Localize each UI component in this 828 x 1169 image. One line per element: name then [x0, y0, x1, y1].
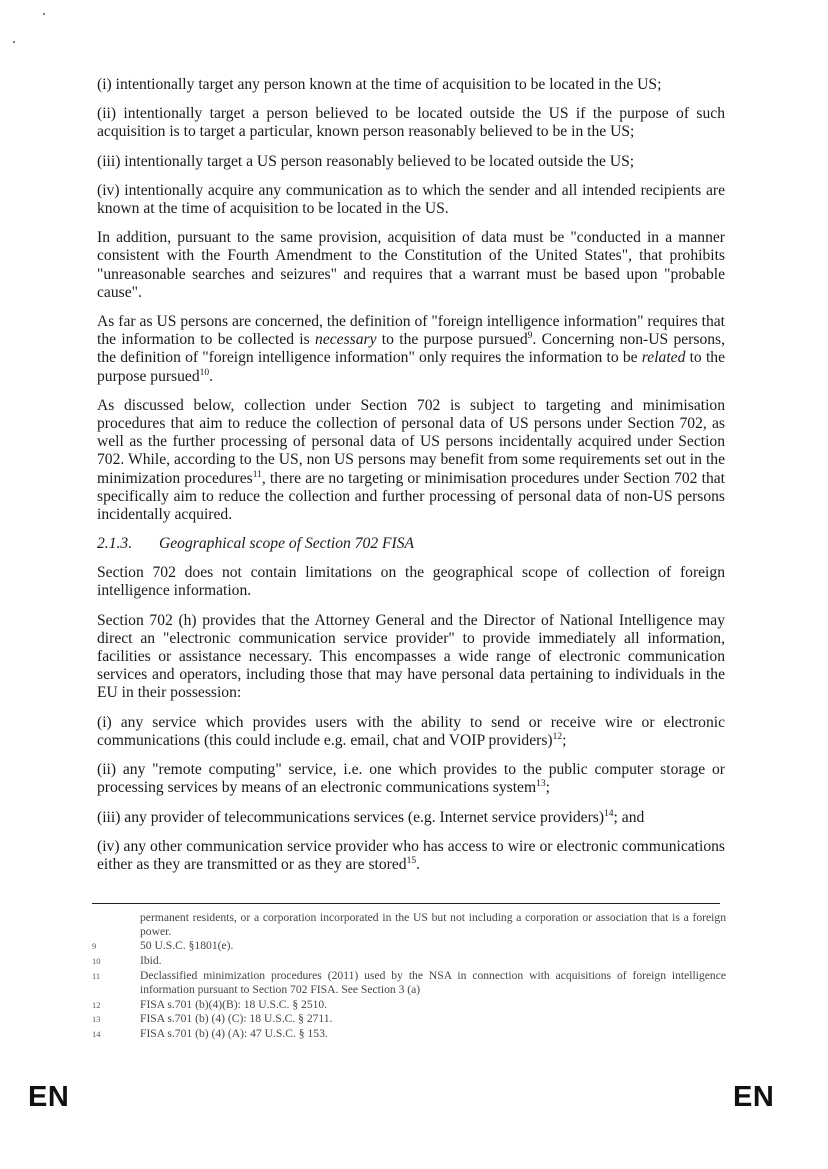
text-run: (iv) any other communication service provider who has access to wire or electronic communications either as they are transmitted or as they are stored: [97, 837, 725, 873]
emphasis: related: [641, 349, 686, 367]
footnote-separator: [92, 903, 720, 904]
footnote: [92, 1012, 726, 1026]
footnote-ref: 9: [527, 331, 533, 342]
paragraph: (iv) intentionally acquire any communication as to which the sender and all intended recipients are known at the time of acquisition to be located in the US.: [97, 181, 725, 218]
text-run: to the purpose pursued: [97, 349, 725, 385]
footnote-number: 13: [92, 1014, 101, 1025]
footnote: [92, 969, 726, 997]
paragraph: (i) intentionally target any person known at the time of acquisition to be located in the US;: [97, 76, 662, 93]
footnote-ref: 10: [199, 367, 210, 378]
text-run: (i) any service which provides users with the ability to send or receive wire or electronic communications (this could include e.g. email, chat and VOIP providers): [97, 713, 725, 749]
language-marker-right: EN: [733, 1081, 775, 1113]
footnote-text: FISA s.701 (b) (4) (A): 47 U.S.C. § 153.: [140, 1027, 328, 1041]
document-body: [97, 76, 725, 885]
paragraph: Section 702 (h) provides that the Attorney General and the Director of National Intelligence may direct an "electronic communication service provider" to provide immediately all information, facilities or assistance necessary. This encompasses a wide range of electronic communication services and operators, including those that may have personal data pertaining to individuals in the EU in their possession:: [97, 611, 725, 702]
footnote-ref: 13: [536, 779, 546, 790]
paragraph: [97, 809, 725, 827]
paragraph: [97, 313, 725, 386]
footnote: [92, 998, 726, 1012]
paragraph: [97, 761, 725, 797]
footnote-ref: 11: [252, 469, 262, 480]
text-run: (iii) any provider of telecommunications services (e.g. Internet service providers): [97, 808, 605, 826]
section-heading: [97, 535, 725, 553]
scan-speck: [43, 13, 45, 15]
footnote-ref: 12: [552, 731, 563, 742]
paragraph: [97, 714, 725, 750]
paragraph: (ii) intentionally target a person believed to be located outside the US if the purpose of such acquisition is to target a particular, known person reasonably believed to be in the US;: [97, 105, 725, 141]
language-marker-left: EN: [28, 1081, 70, 1113]
text-run: .: [209, 367, 214, 385]
footnote: [92, 1027, 726, 1041]
paragraph: [97, 397, 725, 524]
text-run: .: [416, 855, 420, 873]
paragraph: Section 702 does not contain limitations on the geographical scope of collection of foreign intelligence information.: [97, 564, 725, 600]
text-run: . Concerning non-US persons, the definition of "foreign intelligence information" only requires the information to be: [97, 331, 726, 367]
footnote: [92, 939, 726, 953]
footnote: [92, 954, 726, 968]
footnote-ref: 15: [406, 855, 417, 866]
paragraph: In addition, pursuant to the same provision, acquisition of data must be "conducted in a manner consistent with the Fourth Amendment to the Constitution of the United States", that prohibits "unreasonable searches and seizures" and requires that a warrant must be based upon "probable cause".: [97, 229, 725, 301]
text-run: ;: [545, 779, 550, 797]
footnotes: [92, 911, 726, 1042]
text-run: ; and: [613, 808, 645, 826]
scan-speck: [13, 41, 15, 43]
footnote-text: FISA s.701 (b) (4) (C): 18 U.S.C. § 2711.: [140, 1012, 333, 1026]
emphasis: necessary: [315, 331, 377, 349]
footnote-number: 9: [92, 941, 97, 952]
footnote-text: Declassified minimization procedures (2011) used by the NSA in connection with acquisitions of foreign intelligence information pursuant to Section 702 FISA. See Section 3 (a): [140, 968, 726, 997]
text-run: ;: [562, 731, 567, 749]
footnote-number: 12: [92, 999, 101, 1010]
footnote-ref: 14: [604, 808, 614, 819]
text-run: to the purpose pursued: [376, 331, 528, 349]
text-run: (ii) any "remote computing" service, i.e. one which provides to the public computer storage or processing services by means of an electronic communications system: [97, 761, 725, 797]
paragraph: (iii) intentionally target a US person reasonably believed to be located outside the US;: [97, 152, 635, 170]
footnote-text: 50 U.S.C. §1801(e).: [140, 939, 234, 953]
footnote-continuation: permanent residents, or a corporation incorporated in the US but not including a corporation or association that is a foreign power.: [140, 911, 726, 939]
text-run: As far as US persons are concerned, the definition of "foreign intelligence information" requires that the information to be collected is: [97, 313, 725, 349]
section-number: 2.1.3.: [97, 535, 133, 553]
footnote-number: 10: [92, 956, 101, 967]
footnote-text: FISA s.701 (b)(4)(B): 18 U.S.C. § 2510.: [140, 997, 328, 1011]
text-run: , there are no targeting or minimisation procedures under Section 702 that specifically aim to reduce the collection and further processing of personal data of non-US persons incidentally acquired.: [97, 469, 725, 524]
footnote-number: 11: [92, 970, 101, 981]
text-run: As discussed below, collection under Section 702 is subject to targeting and minimisation procedures that aim to reduce the collection of personal data of US persons under Section 702, as well as the further processing of personal data of US persons incidentally acquired under Section 702. While, according to the US, non US persons may benefit from some requirements set out in the minimization procedures: [97, 396, 725, 487]
footnote-text: Ibid.: [140, 954, 162, 968]
footnote-number: 14: [92, 1029, 101, 1040]
section-title: Geographical scope of Section 702 FISA: [159, 535, 415, 553]
paragraph: [97, 838, 725, 874]
